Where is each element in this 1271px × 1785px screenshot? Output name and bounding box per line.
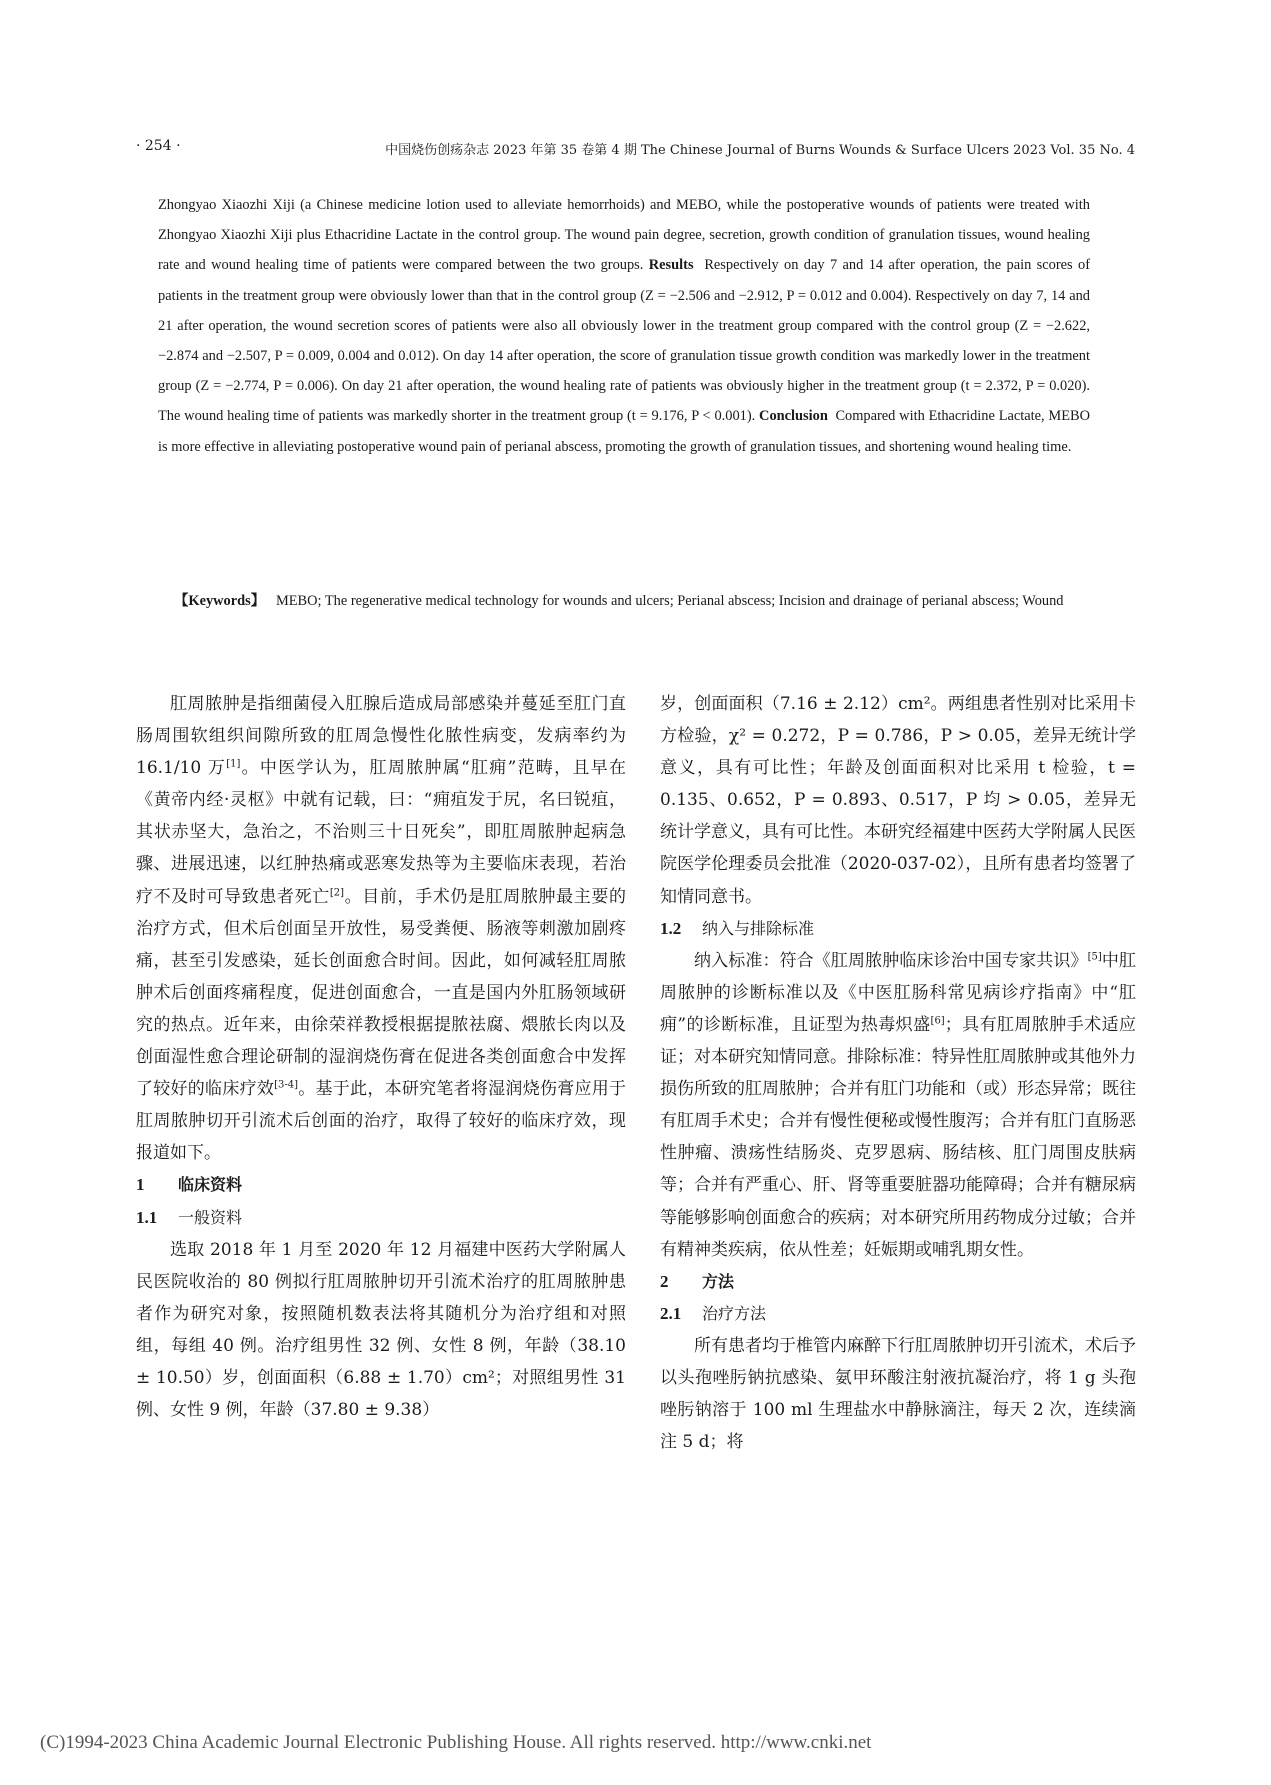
- general-data-paragraph: 选取 2018 年 1 月至 2020 年 12 月福建中医药大学附属人民医院收治的 80 例拟行肛周脓肿切开引流术治疗的肛周脓肿患者作为研究对象，按照随机数表法将其随机分为治疗组和对照组，每组 40 例。治疗组男性 32 例、女性 8 例，年龄（38.10 ± 10.50）岁，创面面积（6.88 ± 1.70）cm²；对照组男性 31 例、女性 9 例，年龄（37.80 ± 9.38）: [136, 1239, 626, 1421]
- criteria-text-a: 纳入标准：符合《肛周脓肿临床诊治中国专家共识》: [694, 950, 1088, 971]
- conclusion-text: Compared with Ethacridine Lactate, MEBO is more effective in alleviating postoperative wound pain of perianal abscess, promoting the growth of granulation tissues, and shortening wound healing time.: [158, 408, 1090, 455]
- citation-6[interactable]: [6]: [930, 1015, 945, 1027]
- keywords-text: MEBO; The regenerative medical technology for wounds and ulcers; Perianal abscess; Incision and drainage of perianal abscess; Wound: [275, 593, 1064, 609]
- page-number: · 254 ·: [136, 138, 181, 154]
- citation-5[interactable]: [5]: [1087, 951, 1102, 963]
- keywords: [158, 586, 1090, 616]
- section-number: 1.1: [136, 1207, 158, 1227]
- copyright-footer: (C)1994-2023 China Academic Journal Electronic Publishing House. All rights reserved. http://www.cnki.net: [40, 1732, 872, 1753]
- method-paragraph: 所有患者均于椎管内麻醉下行肛周脓肿切开引流术，术后予以头孢唑肟钠抗感染、氨甲环酸注射液抗凝治疗，将 1 g 头孢唑肟钠溶于 100 ml 生理盐水中静脉滴注，每天 2 次，连续滴注 5 d；将: [660, 1335, 1136, 1453]
- criteria-text-b: 中肛周脓肿的诊断标准以及《中医肛肠科常见病诊疗指南》中“肛痈”的诊断标准，且证型为热毒炽盛: [660, 950, 1137, 1035]
- running-header: [136, 138, 1135, 158]
- subsection-heading-2-1: [660, 1298, 1136, 1330]
- section-title: 方法: [702, 1271, 735, 1291]
- section-number: 1: [136, 1175, 145, 1195]
- section-title: 治疗方法: [702, 1303, 767, 1323]
- citation-2[interactable]: [2]: [329, 886, 345, 898]
- right-column: [660, 688, 1136, 1458]
- abstract-methods-tail: Zhongyao Xiaozhi Xiji (a Chinese medicine lotion used to alleviate hemorrhoids) and MEBO, while the postoperative wounds of patients were treated with Zhongyao Xiaozhi Xiji plus Ethacridine Lactate in the control group. The wound pain degree, secretion, growth condition of granulation tissues, wound healing rate and wound healing time of patients were compared between the two groups.: [158, 197, 1090, 274]
- intro-paragraph: [136, 688, 626, 1169]
- intro-text-d: 。基于此，本研究笔者将湿润烧伤膏应用于肛周脓肿切开引流术后创面的治疗，取得了较好的临床疗效，现报道如下。: [136, 1079, 627, 1164]
- intro-text-b: 。中医学认为，肛周脓肿属“肛痈”范畴，且早在《黄帝内经·灵枢》中就有记载，曰：“痈疽发于尻，名曰锐疽，其状赤坚大，急治之，不治则三十日死矣”，即肛周脓肿起病急骤、进展迅速，以红肿热痛或恶寒发热等为主要临床表现，若治疗不及时可导致患者死亡: [136, 758, 626, 907]
- section-title: 纳入与排除标准: [702, 918, 815, 938]
- section-number: 2.1: [660, 1303, 682, 1323]
- criteria-paragraph: [660, 945, 1136, 1266]
- results-text: Respectively on day 7 and 14 after operation, the pain scores of patients in the treatment group were obviously lower than that in the control group (Z = −2.506 and −2.912, P = 0.012 and 0.004). Respectively on day 7, 14 and 21 after operation, the wound secretion scores of patients were also all obviously lower in the treatment group compared with the control group (Z = −2.622, −2.874 and −2.507, P = 0.009, 0.004 and 0.012). On day 14 after operation, the score of granulation tissue growth condition was markedly lower in the treatment group (Z = −2.774, P = 0.006). On day 21 after operation, the wound healing rate of patients was obviously higher in the treatment group (t = 2.372, P = 0.020). The wound healing time of patients was markedly shorter in the treatment group (t = 9.176, P < 0.001).: [158, 257, 1090, 425]
- section-number: 1.2: [660, 918, 682, 938]
- section-heading-1: [136, 1169, 626, 1201]
- intro-text-c: 。目前，手术仍是肛周脓肿最主要的治疗方式，但术后创面呈开放性，易受粪便、肠液等刺激加剧疼痛，甚至引发感染，延长创面愈合时间。因此，如何减轻肛周脓肿术后创面疼痛程度，促进创面愈合，一直是国内外肛肠领域研究的热点。近年来，由徐荣祥教授根据提脓祛腐、煨脓长肉以及创面湿性愈合理论研制的湿润烧伤膏在促进各类创面愈合中发挥了较好的临床疗效: [136, 886, 627, 1100]
- abstract-continued: [158, 190, 1090, 462]
- keywords-label: 【Keywords】: [174, 593, 266, 609]
- section-number: 2: [660, 1271, 669, 1291]
- general-data-continued: 岁，创面面积（7.16 ± 2.12）cm²。两组患者性别对比采用卡方检验，χ² = 0.272，P = 0.786，P > 0.05，差异无统计学意义，具有可比性；年龄及创面面积对比采用 t 检验，t = 0.135、0.652，P = 0.893、0.517，P 均 > 0.05，差异无统计学意义，具有可比性。本研究经福建中医药大学附属人民医院医学伦理委员会批准（2020-037-02），且所有患者均签署了知情同意书。: [660, 694, 1136, 907]
- section-title: 临床资料: [178, 1175, 243, 1195]
- section-heading-2: [660, 1266, 1136, 1298]
- citation-3-4[interactable]: [3-4]: [274, 1079, 299, 1091]
- results-label: Results: [648, 257, 694, 274]
- citation-1[interactable]: [1]: [226, 758, 241, 770]
- conclusion-label: Conclusion: [759, 408, 828, 425]
- subsection-heading-1-1: [136, 1202, 626, 1234]
- section-title: 一般资料: [178, 1207, 243, 1227]
- criteria-text-c: ；具有肛周脓肿手术适应证；对本研究知情同意。排除标准：特异性肛周脓肿或其他外力损伤所致的肛周脓肿；合并有肛门功能和（或）形态异常；既往有肛周手术史；合并有慢性便秘或慢性腹泻；合并有肛门直肠恶性肿瘤、溃疡性结肠炎、克罗恩病、肠结核、肛门周围皮肤病等；合并有严重心、肝、肾等重要脏器功能障碍；合并有糖尿病等能够影响创面愈合的疾病；对本研究所用药物成分过敏；合并有精神类疾病，依从性差；妊娠期或哺乳期女性。: [660, 1014, 1136, 1260]
- intro-text-a: 肛周脓肿是指细菌侵入肛腺后造成局部感染并蔓延至肛门直肠周围软组织间隙所致的肛周急慢性化脓性病变，发病率约为 16.1/10 万: [136, 694, 626, 779]
- left-column: [136, 688, 626, 1426]
- running-title: 中国烧伤创疡杂志 2023 年第 35 卷第 4 期 The Chinese Journal of Burns Wounds & Surface Ulcers 2023 Vol. 35 No. 4: [385, 143, 1135, 158]
- subsection-heading-1-2: [660, 913, 1136, 945]
